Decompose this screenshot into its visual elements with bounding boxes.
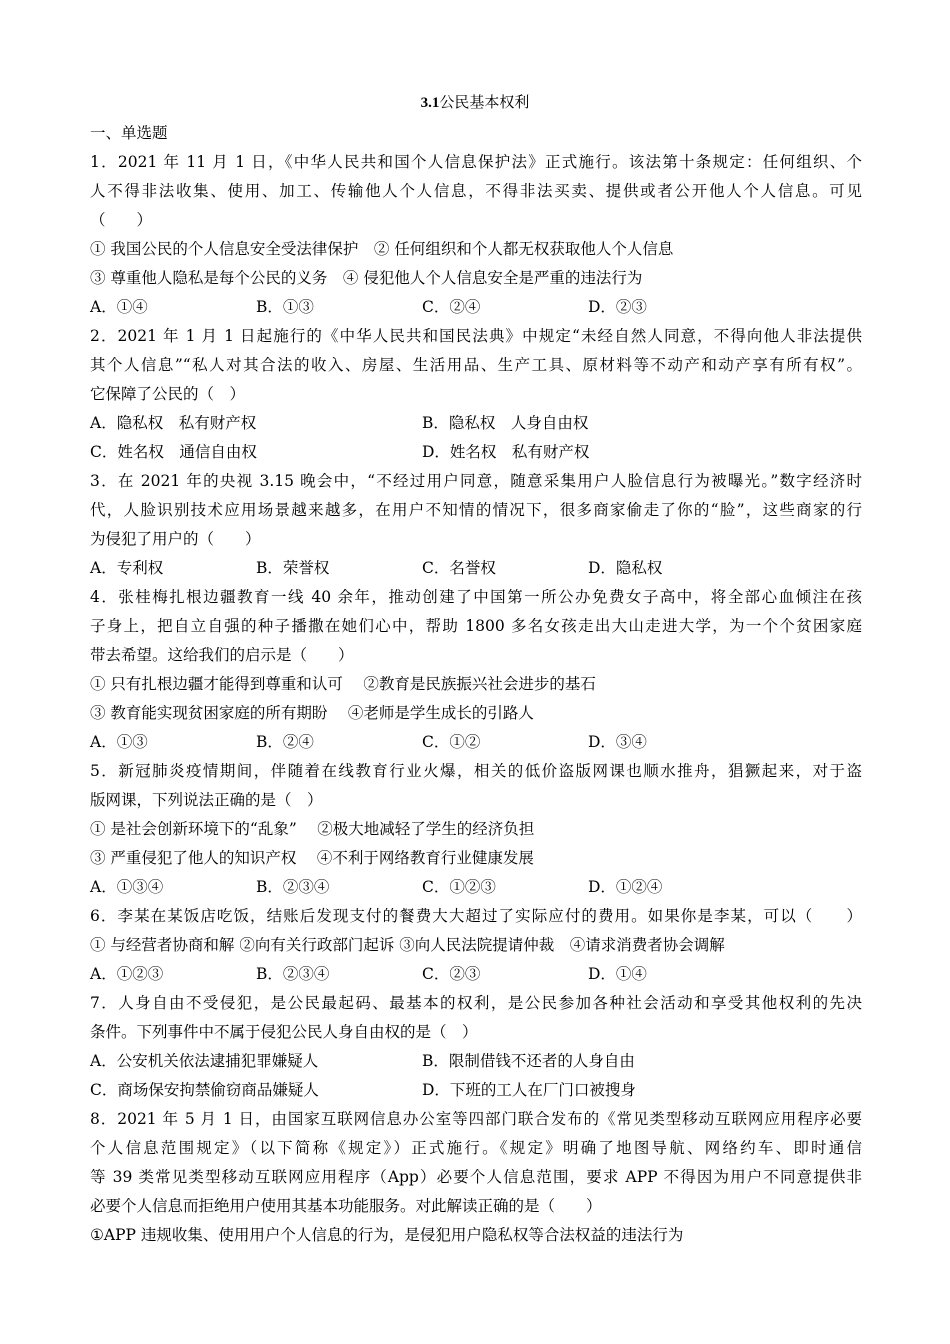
option-a: A．①④	[90, 298, 148, 316]
option-b: B．②③④	[256, 965, 330, 983]
question-6-text: 6．李某在某饭店吃饭，结账后发现支付的餐费大大超过了实际应付的费用。如果你是李某，可以（ ）	[90, 907, 862, 925]
option-d: D．①②④	[588, 878, 663, 896]
page-title	[0, 92, 950, 113]
question-3-text: 为侵犯了用户的（ ）	[90, 530, 261, 548]
option-c: C．姓名权 通信自由权	[90, 443, 257, 461]
option-a: A．公安机关依法逮捕犯罪嫌疑人	[90, 1052, 319, 1070]
question-1-text: （ ）	[90, 211, 153, 229]
option-d: D．③④	[588, 733, 647, 751]
option-b: B．荣誉权	[256, 559, 330, 577]
option-b: B．限制借钱不还者的人身自由	[422, 1052, 635, 1070]
question-5-text: 5．新冠肺炎疫情期间，伴随着在线教育行业火爆，相关的低价盗版网课也顺水推舟，猖獗起来，对于盗	[90, 762, 862, 780]
option-a: A．①③④	[90, 878, 164, 896]
question-4-statement: ① 只有扎根边疆才能得到尊重和认可 ②教育是民族振兴社会进步的基石	[90, 675, 596, 693]
option-c: C．②③	[422, 965, 481, 983]
question-3-options	[90, 554, 862, 583]
question-4-text: 4．张桂梅扎根边疆教育一线 40 余年，推动创建了中国第一所公办免费女子高中，将全部心血倾注在孩	[90, 588, 862, 606]
question-4-options	[90, 728, 862, 757]
question-4-text: 子身上，把自立自强的种子播撒在她们心中，帮助 1800 多名女孩走出大山走进大学，为一个个贫困家庭	[90, 617, 862, 635]
question-7-text: 条件。下列事件中不属于侵犯公民人身自由权的是（ ）	[90, 1023, 478, 1041]
question-4-text: 带去希望。这给我们的启示是（ ）	[90, 646, 354, 664]
question-8-text: 8．2021 年 5 月 1 日，由国家互联网信息办公室等四部门联合发布的《常见类型移动互联网应用程序必要	[90, 1110, 862, 1128]
option-c: C．名誉权	[422, 559, 496, 577]
option-b: B．②③④	[256, 878, 330, 896]
question-5-statement: ③ 严重侵犯了他人的知识产权 ④不利于网络教育行业健康发展	[90, 849, 534, 867]
question-2-options	[90, 438, 862, 467]
question-7-options	[90, 1076, 862, 1105]
option-c: C．②④	[422, 298, 481, 316]
question-4-statement: ③ 教育能实现贫困家庭的所有期盼 ④老师是学生成长的引路人	[90, 704, 534, 722]
question-1-statement: ① 我国公民的个人信息安全受法律保护 ② 任何组织和个人都无权获取他人个人信息	[90, 240, 674, 258]
question-7-text: 7．人身自由不受侵犯，是公民最起码、最基本的权利，是公民参加各种社会活动和享受其他权利的先决	[90, 994, 862, 1012]
question-list	[90, 119, 862, 1250]
question-8-statement: ①APP 违规收集、使用用户个人信息的行为，是侵犯用户隐私权等合法权益的违法行为	[90, 1226, 684, 1244]
question-8-text: 等 39 类常见类型移动互联网应用程序（App）必要个人信息范围，要求 APP 不得因为用户不同意提供非	[90, 1168, 862, 1186]
option-a: A．隐私权 私有财产权	[90, 414, 257, 432]
option-b: B．①③	[256, 298, 314, 316]
question-2-text: 其个人信息”“私人对其合法的收入、房屋、生活用品、生产工具、原材料等不动产和动产享有所有权”。	[90, 356, 862, 374]
option-d: D．①④	[588, 965, 647, 983]
question-1-statement: ③ 尊重他人隐私是每个公民的义务 ④ 侵犯他人个人信息安全是严重的违法行为	[90, 269, 643, 287]
title-number: 3.1	[420, 95, 440, 111]
option-c: C．①②	[422, 733, 481, 751]
question-3-text: 3．在 2021 年的央视 3.15 晚会中，“不经过用户同意，随意采集用户人脸信息行为被曝光。”数字经济时	[90, 472, 862, 490]
question-5-options	[90, 873, 862, 902]
option-d: D．姓名权 私有财产权	[422, 443, 590, 461]
question-8-text: 个人信息范围规定》（以下简称《规定》）正式施行。《规定》明确了地图导航、网络约车、即时通信	[90, 1139, 862, 1157]
option-d: D．隐私权	[588, 559, 663, 577]
option-c: C．商场保安拘禁偷窃商品嫌疑人	[90, 1081, 319, 1099]
option-b: B．②④	[256, 733, 314, 751]
title-text: 公民基本权利	[439, 93, 530, 111]
option-d: D．下班的工人在厂门口被搜身	[422, 1081, 636, 1099]
question-6-statement: ① 与经营者协商和解 ②向有关行政部门起诉 ③向人民法院提请仲裁 ④请求消费者协会调解	[90, 936, 725, 954]
question-5-text: 版网课，下列说法正确的是（ ）	[90, 791, 323, 809]
option-b: B．隐私权 人身自由权	[422, 414, 589, 432]
question-2-text: 它保障了公民的（ ）	[90, 385, 246, 403]
question-3-text: 代，人脸识别技术应用场景越来越多，在用户不知情的情况下，很多商家偷走了你的“脸”，这些商家的行	[90, 501, 862, 519]
option-c: C．①②③	[422, 878, 496, 896]
section-heading: 一、单选题	[90, 124, 168, 142]
option-d: D．②③	[588, 298, 647, 316]
question-7-options	[90, 1047, 862, 1076]
option-a: A．①②③	[90, 965, 164, 983]
question-1-text: 人不得非法收集、使用、加工、传输他人个人信息，不得非法买卖、提供或者公开他人个人信息。可见	[90, 182, 862, 200]
question-2-options	[90, 409, 862, 438]
question-8-text: 必要个人信息而拒绝用户使用其基本功能服务。对此解读正确的是（ ）	[90, 1197, 602, 1215]
option-a: A．①③	[90, 733, 148, 751]
question-2-text: 2．2021 年 1 月 1 日起施行的《中华人民共和国民法典》中规定“未经自然人同意，不得向他人非法提供	[90, 327, 862, 345]
question-1-text: 1．2021 年 11 月 1 日，《中华人民共和国个人信息保护法》正式施行。该法第十条规定：任何组织、个	[90, 153, 862, 171]
option-a: A．专利权	[90, 559, 164, 577]
question-6-options	[90, 960, 862, 989]
question-1-options	[90, 293, 862, 322]
question-5-statement: ① 是社会创新环境下的“乱象” ②极大地减轻了学生的经济负担	[90, 820, 535, 838]
